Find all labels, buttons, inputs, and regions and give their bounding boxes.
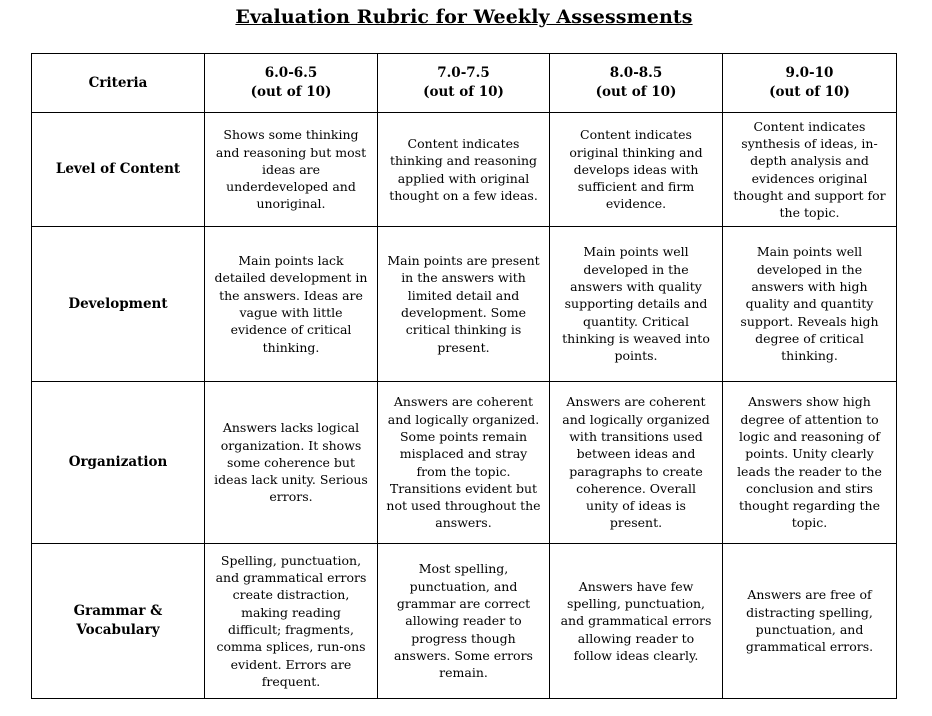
rubric-cell: Answers lacks logical organization. It shows some coherence but ideas lack unity. Serious errors.	[205, 382, 378, 544]
band-header	[378, 54, 550, 113]
criterion-cell: Level of Content	[32, 113, 205, 227]
rubric-cell: Main points well developed in the answers with high quality and quantity support. Reveals high degree of critical thinking.	[723, 227, 897, 382]
page-title: Evaluation Rubric for Weekly Assessments	[235, 6, 693, 28]
band-scale: (out of 10)	[250, 84, 332, 100]
criteria-header: Criteria	[32, 54, 205, 113]
rubric-row-level-of-content	[32, 113, 897, 227]
rubric-row-development	[32, 227, 897, 382]
rubric-cell: Most spelling, punctuation, and grammar are correct allowing reader to progress though answers. Some errors remain.	[378, 544, 550, 699]
rubric-table	[31, 53, 897, 699]
criterion-cell: Grammar & Vocabulary	[32, 544, 205, 699]
band-range: 6.0-6.5	[264, 65, 318, 81]
rubric-cell: Answers are coherent and logically organized with transitions used between ideas and paragraphs to create coherence. Overall unity of ideas is present.	[550, 382, 723, 544]
rubric-cell: Content indicates original thinking and develops ideas with sufficient and firm evidence.	[550, 113, 723, 227]
band-header	[205, 54, 378, 113]
band-scale: (out of 10)	[595, 84, 677, 100]
criterion-cell: Organization	[32, 382, 205, 544]
band-scale: (out of 10)	[423, 84, 504, 100]
rubric-cell: Answers show high degree of attention to logic and reasoning of points. Unity clearly leads the reader to the conclusion and stirs thought regarding the topic.	[723, 382, 897, 544]
band-header	[550, 54, 723, 113]
rubric-cell: Answers have few spelling, punctuation, and grammatical errors allowing reader to follow ideas clearly.	[550, 544, 723, 699]
rubric-cell: Content indicates thinking and reasoning applied with original thought on a few ideas.	[378, 113, 550, 227]
band-header	[723, 54, 897, 113]
header-row	[32, 54, 897, 113]
rubric-cell: Content indicates synthesis of ideas, in-depth analysis and evidences original thought and support for the topic.	[723, 113, 897, 227]
rubric-cell: Main points are present in the answers with limited detail and development. Some critical thinking is present.	[378, 227, 550, 382]
rubric-cell: Answers are coherent and logically organized. Some points remain misplaced and stray from the topic. Transitions evident but not used throughout the answers.	[378, 382, 550, 544]
rubric-row-grammar-vocabulary	[32, 544, 897, 699]
rubric-cell: Answers are free of distracting spelling, punctuation, and grammatical errors.	[723, 544, 897, 699]
band-scale: (out of 10)	[769, 84, 850, 100]
band-range: 9.0-10	[785, 65, 834, 81]
rubric-cell: Spelling, punctuation, and grammatical errors create distraction, making reading difficult; fragments, comma splices, run-ons evident. Errors are frequent.	[205, 544, 378, 699]
band-range: 8.0-8.5	[609, 65, 663, 81]
band-range: 7.0-7.5	[437, 65, 490, 81]
criterion-cell: Development	[32, 227, 205, 382]
rubric-cell: Main points lack detailed development in the answers. Ideas are vague with little evidence of critical thinking.	[205, 227, 378, 382]
rubric-cell: Shows some thinking and reasoning but most ideas are underdeveloped and unoriginal.	[205, 113, 378, 227]
rubric-cell: Main points well developed in the answers with quality supporting details and quantity. Critical thinking is weaved into points.	[550, 227, 723, 382]
rubric-row-organization	[32, 382, 897, 544]
